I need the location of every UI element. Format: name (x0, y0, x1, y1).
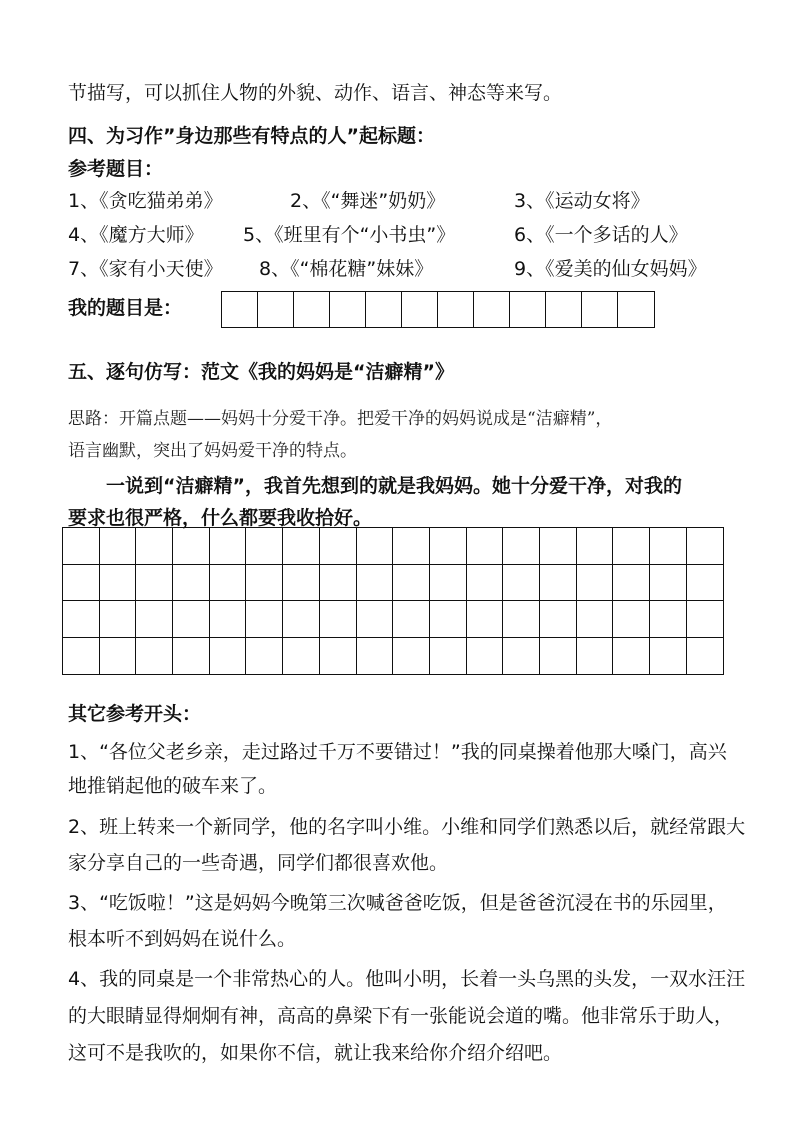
topic-item: 8、《“棉花糖”妹妹》 (259, 258, 434, 280)
grid-cell[interactable] (283, 528, 320, 565)
grid-cell[interactable] (63, 565, 100, 602)
grid-cell[interactable] (357, 638, 394, 675)
grid-cell[interactable] (100, 601, 137, 638)
topic-item: 5、《班里有个“小书虫”》 (243, 224, 456, 246)
title-box[interactable] (438, 292, 474, 327)
grid-cell[interactable] (540, 528, 577, 565)
grid-cell[interactable] (210, 565, 247, 602)
opening-line: 这可不是我吹的，如果你不信，就让我来给你介绍介绍吧。 (68, 1042, 563, 1064)
grid-cell[interactable] (173, 601, 210, 638)
opening-line: 3、“吃饭啦！”这是妈妈今晚第三次喊爸爸吃饭，但是爸爸沉浸在书的乐园里， (68, 892, 727, 914)
grid-cell[interactable] (650, 601, 687, 638)
section4-heading: 四、为习作”身边那些有特点的人”起标题： (68, 125, 435, 147)
grid-cell[interactable] (467, 601, 504, 638)
grid-cell[interactable] (320, 528, 357, 565)
title-box[interactable] (546, 292, 582, 327)
title-box[interactable] (618, 292, 654, 327)
model-sentence-line: 一说到“洁癖精”，我首先想到的就是我妈妈。她十分爱干净，对我的 (106, 475, 682, 497)
topic-item: 9、《爱美的仙女妈妈》 (514, 258, 707, 280)
opening-line: 地推销起他的破车来了。 (68, 775, 278, 797)
grid-cell[interactable] (540, 565, 577, 602)
grid-cell[interactable] (540, 638, 577, 675)
title-box[interactable] (402, 292, 438, 327)
grid-cell[interactable] (687, 528, 724, 565)
grid-cell[interactable] (467, 528, 504, 565)
opening-line: 1、“各位父老乡亲，走过路过千万不要错过！”我的同桌操着他那大嗓门，高兴 (68, 741, 727, 763)
opening-line: 4、我的同桌是一个非常热心的人。他叫小明，长着一头乌黑的头发，一双水汪汪 (68, 968, 746, 990)
topic-item: 3、《运动女将》 (514, 190, 650, 212)
grid-cell[interactable] (320, 601, 357, 638)
grid-cell[interactable] (136, 528, 173, 565)
topic-list (68, 186, 748, 288)
reference-topics-label: 参考题目： (68, 158, 164, 180)
grid-cell[interactable] (100, 638, 137, 675)
my-title-label: 我的题目是： (68, 297, 183, 319)
grid-cell[interactable] (613, 601, 650, 638)
grid-cell[interactable] (577, 638, 614, 675)
grid-cell[interactable] (613, 528, 650, 565)
writing-grid[interactable] (62, 527, 724, 675)
title-box[interactable] (258, 292, 294, 327)
title-box[interactable] (366, 292, 402, 327)
grid-cell[interactable] (63, 528, 100, 565)
grid-cell[interactable] (503, 601, 540, 638)
grid-cell[interactable] (503, 528, 540, 565)
grid-cell[interactable] (650, 528, 687, 565)
openings-heading: 其它参考开头： (68, 703, 202, 725)
opening-line: 根本听不到妈妈在说什么。 (68, 928, 297, 950)
title-box[interactable] (330, 292, 366, 327)
intro-line: 节描写，可以抓住人物的外貌、动作、语言、神态等来写。 (68, 82, 563, 104)
topic-item: 4、《魔方大师》 (68, 224, 204, 246)
topic-item: 7、《家有小天使》 (68, 258, 223, 280)
grid-cell[interactable] (613, 638, 650, 675)
grid-cell[interactable] (577, 601, 614, 638)
grid-cell[interactable] (393, 638, 430, 675)
grid-cell[interactable] (100, 528, 137, 565)
grid-cell[interactable] (246, 601, 283, 638)
grid-cell[interactable] (210, 528, 247, 565)
title-box[interactable] (474, 292, 510, 327)
grid-cell[interactable] (136, 638, 173, 675)
topic-item: 6、《一个多话的人》 (514, 224, 688, 246)
grid-cell[interactable] (283, 601, 320, 638)
grid-cell[interactable] (577, 528, 614, 565)
grid-cell[interactable] (173, 638, 210, 675)
grid-cell[interactable] (467, 565, 504, 602)
grid-cell[interactable] (503, 565, 540, 602)
grid-cell[interactable] (430, 601, 467, 638)
topic-row (68, 220, 748, 254)
idea-line: 语言幽默，突出了妈妈爱干净的特点。 (68, 441, 357, 461)
grid-cell[interactable] (357, 601, 394, 638)
grid-cell[interactable] (283, 638, 320, 675)
grid-cell[interactable] (650, 638, 687, 675)
grid-cell[interactable] (393, 601, 430, 638)
grid-cell[interactable] (430, 565, 467, 602)
grid-cell[interactable] (393, 565, 430, 602)
grid-cell[interactable] (357, 565, 394, 602)
title-box[interactable] (294, 292, 330, 327)
grid-cell[interactable] (63, 638, 100, 675)
grid-cell[interactable] (430, 528, 467, 565)
grid-cell[interactable] (430, 638, 467, 675)
grid-cell[interactable] (650, 565, 687, 602)
grid-cell[interactable] (246, 565, 283, 602)
grid-cell[interactable] (246, 638, 283, 675)
grid-cell[interactable] (577, 565, 614, 602)
grid-cell[interactable] (503, 638, 540, 675)
grid-cell[interactable] (687, 601, 724, 638)
grid-cell[interactable] (613, 565, 650, 602)
topic-item: 1、《贪吃猫弟弟》 (68, 190, 223, 212)
opening-line: 家分享自己的一些奇遇，同学们都很喜欢他。 (68, 852, 449, 874)
opening-line: 2、班上转来一个新同学，他的名字叫小维。小维和同学们熟悉以后，就经常跟大 (68, 816, 746, 838)
idea-line: 思路：开篇点题——妈妈十分爱干净。把爱干净的妈妈说成是“洁癖精”， (68, 409, 613, 429)
grid-cell[interactable] (210, 601, 247, 638)
opening-line: 的大眼睛显得炯炯有神，高高的鼻梁下有一张能说会道的嘴。他非常乐于助人， (68, 1005, 734, 1027)
grid-cell[interactable] (320, 638, 357, 675)
title-box[interactable] (582, 292, 618, 327)
grid-cell[interactable] (357, 528, 394, 565)
model-sentence-line: 要求也很严格，什么都要我收拾好。 (68, 507, 373, 529)
title-box[interactable] (510, 292, 546, 327)
grid-cell[interactable] (100, 565, 137, 602)
section5-heading: 五、逐句仿写：范文《我的妈妈是“洁癖精”》 (68, 361, 454, 383)
grid-cell[interactable] (136, 601, 173, 638)
grid-cell[interactable] (136, 565, 173, 602)
grid-cell[interactable] (320, 565, 357, 602)
grid-cell[interactable] (687, 638, 724, 675)
title-box[interactable] (222, 292, 258, 327)
grid-cell[interactable] (63, 601, 100, 638)
title-writing-boxes[interactable] (221, 291, 655, 328)
topic-row (68, 254, 748, 288)
grid-cell[interactable] (393, 528, 430, 565)
grid-cell[interactable] (246, 528, 283, 565)
grid-cell[interactable] (173, 565, 210, 602)
grid-cell[interactable] (173, 528, 210, 565)
grid-cell[interactable] (283, 565, 320, 602)
topic-row (68, 186, 748, 220)
grid-cell[interactable] (467, 638, 504, 675)
grid-cell[interactable] (687, 565, 724, 602)
topic-item: 2、《“舞迷”奶奶》 (290, 190, 446, 212)
grid-cell[interactable] (210, 638, 247, 675)
grid-cell[interactable] (540, 601, 577, 638)
